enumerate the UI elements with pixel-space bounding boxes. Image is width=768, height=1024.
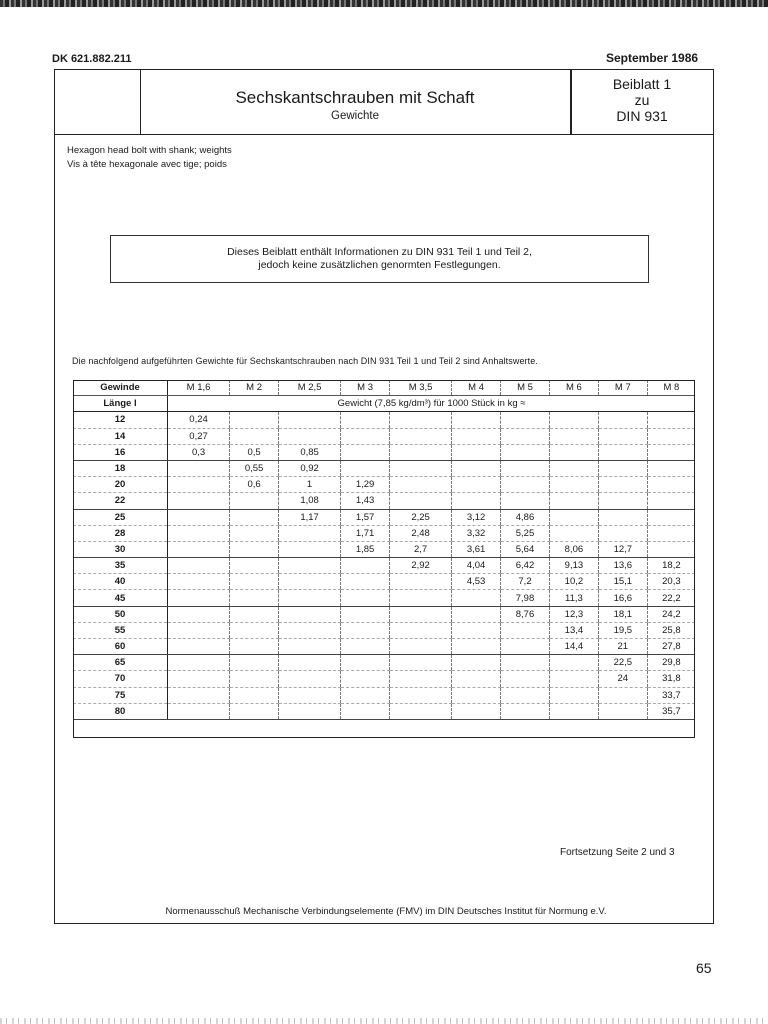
weight-cell bbox=[390, 493, 452, 509]
weight-cell: 1,43 bbox=[341, 493, 390, 509]
weight-cell bbox=[452, 606, 501, 622]
weight-cell: 8,76 bbox=[501, 606, 550, 622]
weight-cell: 4,53 bbox=[452, 574, 501, 590]
weight-cell bbox=[452, 460, 501, 476]
weight-cell: 8,06 bbox=[549, 541, 598, 557]
weight-cell bbox=[647, 541, 695, 557]
weight-cell bbox=[598, 460, 647, 476]
table-row bbox=[73, 460, 695, 476]
length-cell: 22 bbox=[73, 493, 168, 509]
weight-cell bbox=[168, 541, 230, 557]
weight-cell: 2,7 bbox=[390, 541, 452, 557]
weight-cell: 22,5 bbox=[598, 655, 647, 671]
supplement-line-3: DIN 931 bbox=[616, 108, 668, 124]
weight-cell: 1,57 bbox=[341, 509, 390, 525]
table-row bbox=[73, 622, 695, 638]
table-row bbox=[73, 590, 695, 606]
weight-cell bbox=[341, 428, 390, 444]
weight-cell bbox=[230, 687, 279, 703]
weight-cell bbox=[598, 509, 647, 525]
weight-cell: 14,4 bbox=[549, 639, 598, 655]
weight-cell: 2,25 bbox=[390, 509, 452, 525]
weight-cell: 1 bbox=[279, 477, 341, 493]
length-cell: 20 bbox=[73, 477, 168, 493]
scan-artifact-bottom bbox=[0, 1018, 768, 1024]
weight-cell bbox=[452, 655, 501, 671]
weight-cell bbox=[230, 493, 279, 509]
weight-cell: 4,04 bbox=[452, 558, 501, 574]
length-cell: 70 bbox=[73, 671, 168, 687]
weight-cell: 27,8 bbox=[647, 639, 695, 655]
weight-cell bbox=[647, 428, 695, 444]
length-cell: 12 bbox=[73, 412, 168, 428]
weight-cell bbox=[341, 558, 390, 574]
length-cell: 18 bbox=[73, 460, 168, 476]
weight-cell bbox=[549, 412, 598, 428]
weight-cell: 13,6 bbox=[598, 558, 647, 574]
weight-cell bbox=[230, 412, 279, 428]
weight-cell: 18,1 bbox=[598, 606, 647, 622]
weight-cell: 1,08 bbox=[279, 493, 341, 509]
weight-cell: 0,55 bbox=[230, 460, 279, 476]
weight-cell: 5,25 bbox=[501, 525, 550, 541]
weight-cell bbox=[452, 687, 501, 703]
table-row bbox=[73, 541, 695, 557]
weights-table bbox=[73, 380, 695, 720]
weight-cell: 15,1 bbox=[598, 574, 647, 590]
weight-cell: 22,2 bbox=[647, 590, 695, 606]
weight-cell bbox=[501, 493, 550, 509]
weight-cell bbox=[230, 428, 279, 444]
weight-cell bbox=[230, 703, 279, 719]
weight-cell: 11,3 bbox=[549, 590, 598, 606]
weight-cell bbox=[598, 477, 647, 493]
length-cell: 75 bbox=[73, 687, 168, 703]
length-cell: 35 bbox=[73, 558, 168, 574]
weight-cell bbox=[452, 639, 501, 655]
thread-header-row bbox=[73, 380, 695, 396]
weight-cell bbox=[390, 687, 452, 703]
weight-cell bbox=[168, 606, 230, 622]
weight-cell: 5,64 bbox=[501, 541, 550, 557]
weight-cell: 24,2 bbox=[647, 606, 695, 622]
weight-cell: 3,12 bbox=[452, 509, 501, 525]
weight-cell bbox=[230, 655, 279, 671]
weight-cell bbox=[390, 428, 452, 444]
weight-cell bbox=[647, 509, 695, 525]
weight-cell bbox=[501, 703, 550, 719]
weight-cell bbox=[279, 541, 341, 557]
thread-header-cell: M 2 bbox=[230, 380, 279, 396]
weight-cell: 1,17 bbox=[279, 509, 341, 525]
weight-cell: 20,3 bbox=[647, 574, 695, 590]
weight-cell bbox=[501, 428, 550, 444]
thread-header-cell: M 6 bbox=[549, 380, 598, 396]
weight-cell: 13,4 bbox=[549, 622, 598, 638]
weight-cell bbox=[501, 444, 550, 460]
weight-cell bbox=[168, 558, 230, 574]
weight-cell bbox=[452, 590, 501, 606]
weight-cell bbox=[501, 622, 550, 638]
weight-cell bbox=[279, 525, 341, 541]
weight-cell bbox=[598, 525, 647, 541]
weight-cell bbox=[647, 412, 695, 428]
notice-line-1: Dieses Beiblatt enthält Informationen zu DIN 931 Teil 1 und Teil 2, bbox=[227, 246, 532, 258]
weight-cell bbox=[168, 477, 230, 493]
weight-cell bbox=[230, 509, 279, 525]
table-row bbox=[73, 639, 695, 655]
weight-cell: 24 bbox=[598, 671, 647, 687]
weight-cell bbox=[598, 493, 647, 509]
weight-cell bbox=[598, 412, 647, 428]
french-title: Vis à tête hexagonale avec tige; poids bbox=[67, 159, 227, 170]
weight-cell bbox=[549, 428, 598, 444]
weight-cell bbox=[390, 703, 452, 719]
weight-cell: 1,85 bbox=[341, 541, 390, 557]
weight-cell bbox=[501, 655, 550, 671]
weight-cell bbox=[647, 493, 695, 509]
weight-cell bbox=[341, 639, 390, 655]
weight-cell bbox=[168, 687, 230, 703]
weight-cell bbox=[390, 622, 452, 638]
weight-cell bbox=[168, 655, 230, 671]
weight-cell bbox=[390, 671, 452, 687]
weight-cell bbox=[279, 428, 341, 444]
weight-cell bbox=[390, 606, 452, 622]
weight-caption: Gewicht (7,85 kg/dm³) für 1000 Stück in kg ≈ bbox=[168, 396, 696, 412]
weight-cell bbox=[501, 639, 550, 655]
weight-cell bbox=[230, 606, 279, 622]
weight-cell: 6,42 bbox=[501, 558, 550, 574]
weight-cell: 25,8 bbox=[647, 622, 695, 638]
weight-cell bbox=[390, 412, 452, 428]
weight-cell bbox=[598, 444, 647, 460]
weight-cell bbox=[168, 493, 230, 509]
table-row bbox=[73, 606, 695, 622]
weight-cell bbox=[279, 687, 341, 703]
weight-caption-row bbox=[73, 396, 695, 412]
scan-artifact-top bbox=[0, 0, 768, 7]
weight-cell: 0,6 bbox=[230, 477, 279, 493]
weight-cell bbox=[279, 703, 341, 719]
weight-cell: 0,85 bbox=[279, 444, 341, 460]
weight-cell bbox=[647, 525, 695, 541]
weight-cell bbox=[168, 622, 230, 638]
table-row bbox=[73, 655, 695, 671]
weight-cell bbox=[598, 703, 647, 719]
length-cell: 65 bbox=[73, 655, 168, 671]
weight-cell: 0,5 bbox=[230, 444, 279, 460]
weight-cell bbox=[341, 606, 390, 622]
weight-cell bbox=[390, 444, 452, 460]
weight-cell bbox=[549, 460, 598, 476]
weight-cell bbox=[230, 525, 279, 541]
table-row bbox=[73, 477, 695, 493]
weight-cell bbox=[647, 477, 695, 493]
weight-cell bbox=[501, 477, 550, 493]
weight-cell: 16,6 bbox=[598, 590, 647, 606]
table-row bbox=[73, 703, 695, 719]
weight-cell bbox=[341, 687, 390, 703]
weight-cell bbox=[279, 639, 341, 655]
weight-cell bbox=[341, 460, 390, 476]
weight-cell bbox=[230, 541, 279, 557]
page-number: 65 bbox=[696, 960, 712, 976]
weight-cell: 2,92 bbox=[390, 558, 452, 574]
weight-cell: 1,29 bbox=[341, 477, 390, 493]
weight-cell: 3,61 bbox=[452, 541, 501, 557]
weight-cell bbox=[279, 412, 341, 428]
weight-cell bbox=[549, 509, 598, 525]
thread-header-cell: M 3,5 bbox=[390, 380, 452, 396]
length-cell: 45 bbox=[73, 590, 168, 606]
weight-cell bbox=[341, 444, 390, 460]
weight-cell bbox=[501, 412, 550, 428]
weight-cell bbox=[452, 412, 501, 428]
length-cell: 80 bbox=[73, 703, 168, 719]
weight-cell bbox=[390, 477, 452, 493]
length-cell: 55 bbox=[73, 622, 168, 638]
weight-cell bbox=[279, 558, 341, 574]
weight-cell bbox=[230, 590, 279, 606]
table-row bbox=[73, 412, 695, 428]
table-row bbox=[73, 671, 695, 687]
weight-cell bbox=[230, 639, 279, 655]
table-row bbox=[73, 574, 695, 590]
weight-cell bbox=[168, 639, 230, 655]
weight-cell bbox=[390, 574, 452, 590]
table-row bbox=[73, 444, 695, 460]
weight-cell bbox=[598, 428, 647, 444]
weight-cell: 0,27 bbox=[168, 428, 230, 444]
footer-committee: Normenausschuß Mechanische Verbindungselemente (FMV) im DIN Deutsches Institut für Normung e.V. bbox=[165, 906, 607, 917]
weight-cell bbox=[452, 493, 501, 509]
continuation-note: Fortsetzung Seite 2 und 3 bbox=[560, 847, 675, 858]
length-column-header: Länge l bbox=[73, 396, 168, 412]
weight-cell bbox=[168, 671, 230, 687]
weight-cell bbox=[341, 703, 390, 719]
table-row bbox=[73, 687, 695, 703]
weight-cell bbox=[452, 671, 501, 687]
weight-cell: 3,32 bbox=[452, 525, 501, 541]
thread-header-cell: M 4 bbox=[452, 380, 501, 396]
weight-cell: 33,7 bbox=[647, 687, 695, 703]
weight-cell bbox=[168, 509, 230, 525]
length-cell: 40 bbox=[73, 574, 168, 590]
weight-cell bbox=[549, 703, 598, 719]
weight-cell: 0,24 bbox=[168, 412, 230, 428]
weight-cell bbox=[168, 590, 230, 606]
notice-box bbox=[110, 235, 649, 283]
weight-cell bbox=[279, 590, 341, 606]
length-cell: 60 bbox=[73, 639, 168, 655]
weight-cell bbox=[549, 687, 598, 703]
weight-cell bbox=[501, 687, 550, 703]
thread-header-cell: M 1,6 bbox=[168, 380, 230, 396]
weight-cell bbox=[279, 655, 341, 671]
weight-cell bbox=[390, 590, 452, 606]
weight-cell bbox=[549, 671, 598, 687]
thread-header-cell: M 8 bbox=[647, 380, 695, 396]
weight-cell bbox=[230, 622, 279, 638]
weight-cell bbox=[452, 428, 501, 444]
weight-cell bbox=[341, 655, 390, 671]
thread-header-cell: M 7 bbox=[598, 380, 647, 396]
weight-cell: 10,2 bbox=[549, 574, 598, 590]
weight-cell bbox=[341, 590, 390, 606]
weight-cell bbox=[647, 460, 695, 476]
weight-cell bbox=[452, 477, 501, 493]
weight-cell bbox=[549, 493, 598, 509]
supplement-line-1: Beiblatt 1 bbox=[612, 76, 672, 92]
weight-cell bbox=[341, 671, 390, 687]
weight-cell: 7,2 bbox=[501, 574, 550, 590]
table-row bbox=[73, 525, 695, 541]
thread-header-cell: M 3 bbox=[341, 380, 390, 396]
weight-cell bbox=[549, 444, 598, 460]
notice-line-2: jedoch keine zusätzlichen genormten Festlegungen. bbox=[258, 259, 501, 271]
weight-cell: 19,5 bbox=[598, 622, 647, 638]
weight-cell bbox=[501, 671, 550, 687]
weight-cell bbox=[390, 655, 452, 671]
weight-cell bbox=[549, 477, 598, 493]
weight-cell bbox=[168, 460, 230, 476]
weight-cell bbox=[341, 574, 390, 590]
weight-cell bbox=[452, 622, 501, 638]
weight-cell: 31,8 bbox=[647, 671, 695, 687]
weight-cell bbox=[279, 574, 341, 590]
weight-cell: 0,3 bbox=[168, 444, 230, 460]
thread-header-cell: M 2,5 bbox=[279, 380, 341, 396]
weight-cell: 0,92 bbox=[279, 460, 341, 476]
weight-cell bbox=[230, 574, 279, 590]
table-row bbox=[73, 558, 695, 574]
length-cell: 14 bbox=[73, 428, 168, 444]
weight-cell bbox=[452, 703, 501, 719]
table-row bbox=[73, 493, 695, 509]
weight-cell bbox=[549, 655, 598, 671]
weight-cell bbox=[501, 460, 550, 476]
weight-cell bbox=[598, 687, 647, 703]
table-row bbox=[73, 509, 695, 525]
length-cell: 50 bbox=[73, 606, 168, 622]
weight-cell bbox=[647, 444, 695, 460]
weight-cell: 12,7 bbox=[598, 541, 647, 557]
weight-cell: 35,7 bbox=[647, 703, 695, 719]
weight-cell: 18,2 bbox=[647, 558, 695, 574]
weight-cell bbox=[549, 525, 598, 541]
publication-date: September 1986 bbox=[606, 51, 699, 65]
weight-cell: 4,86 bbox=[501, 509, 550, 525]
weight-cell bbox=[279, 622, 341, 638]
table-row bbox=[73, 428, 695, 444]
weight-cell bbox=[168, 574, 230, 590]
document-subtitle: Gewichte bbox=[331, 110, 379, 122]
weight-cell bbox=[341, 622, 390, 638]
weight-cell bbox=[230, 671, 279, 687]
length-cell: 28 bbox=[73, 525, 168, 541]
intro-text: Die nachfolgend aufgeführten Gewichte für Sechskantschrauben nach DIN 931 Teil 1 und Teil 2 sind Anhaltswerte. bbox=[72, 356, 538, 366]
supplement-label bbox=[570, 76, 714, 124]
thread-column-header: Gewinde bbox=[73, 380, 168, 396]
weight-cell bbox=[279, 671, 341, 687]
weight-cell bbox=[230, 558, 279, 574]
length-cell: 25 bbox=[73, 509, 168, 525]
weight-cell bbox=[390, 639, 452, 655]
weight-cell: 29,8 bbox=[647, 655, 695, 671]
weight-cell bbox=[452, 444, 501, 460]
weight-cell bbox=[341, 412, 390, 428]
weight-cell: 7,98 bbox=[501, 590, 550, 606]
document-title: Sechskantschrauben mit Schaft bbox=[235, 88, 475, 107]
length-cell: 16 bbox=[73, 444, 168, 460]
weight-cell: 21 bbox=[598, 639, 647, 655]
weight-cell bbox=[168, 525, 230, 541]
dk-number: DK 621.882.211 bbox=[52, 53, 132, 65]
weight-cell bbox=[390, 460, 452, 476]
supplement-line-2: zu bbox=[634, 92, 650, 108]
english-title: Hexagon head bolt with shank; weights bbox=[67, 145, 232, 156]
length-cell: 30 bbox=[73, 541, 168, 557]
weight-cell: 12,3 bbox=[549, 606, 598, 622]
weight-cell bbox=[279, 606, 341, 622]
thread-header-cell: M 5 bbox=[501, 380, 550, 396]
weight-cell: 2,48 bbox=[390, 525, 452, 541]
weight-cell bbox=[168, 703, 230, 719]
weight-cell: 9,13 bbox=[549, 558, 598, 574]
weight-cell: 1,71 bbox=[341, 525, 390, 541]
